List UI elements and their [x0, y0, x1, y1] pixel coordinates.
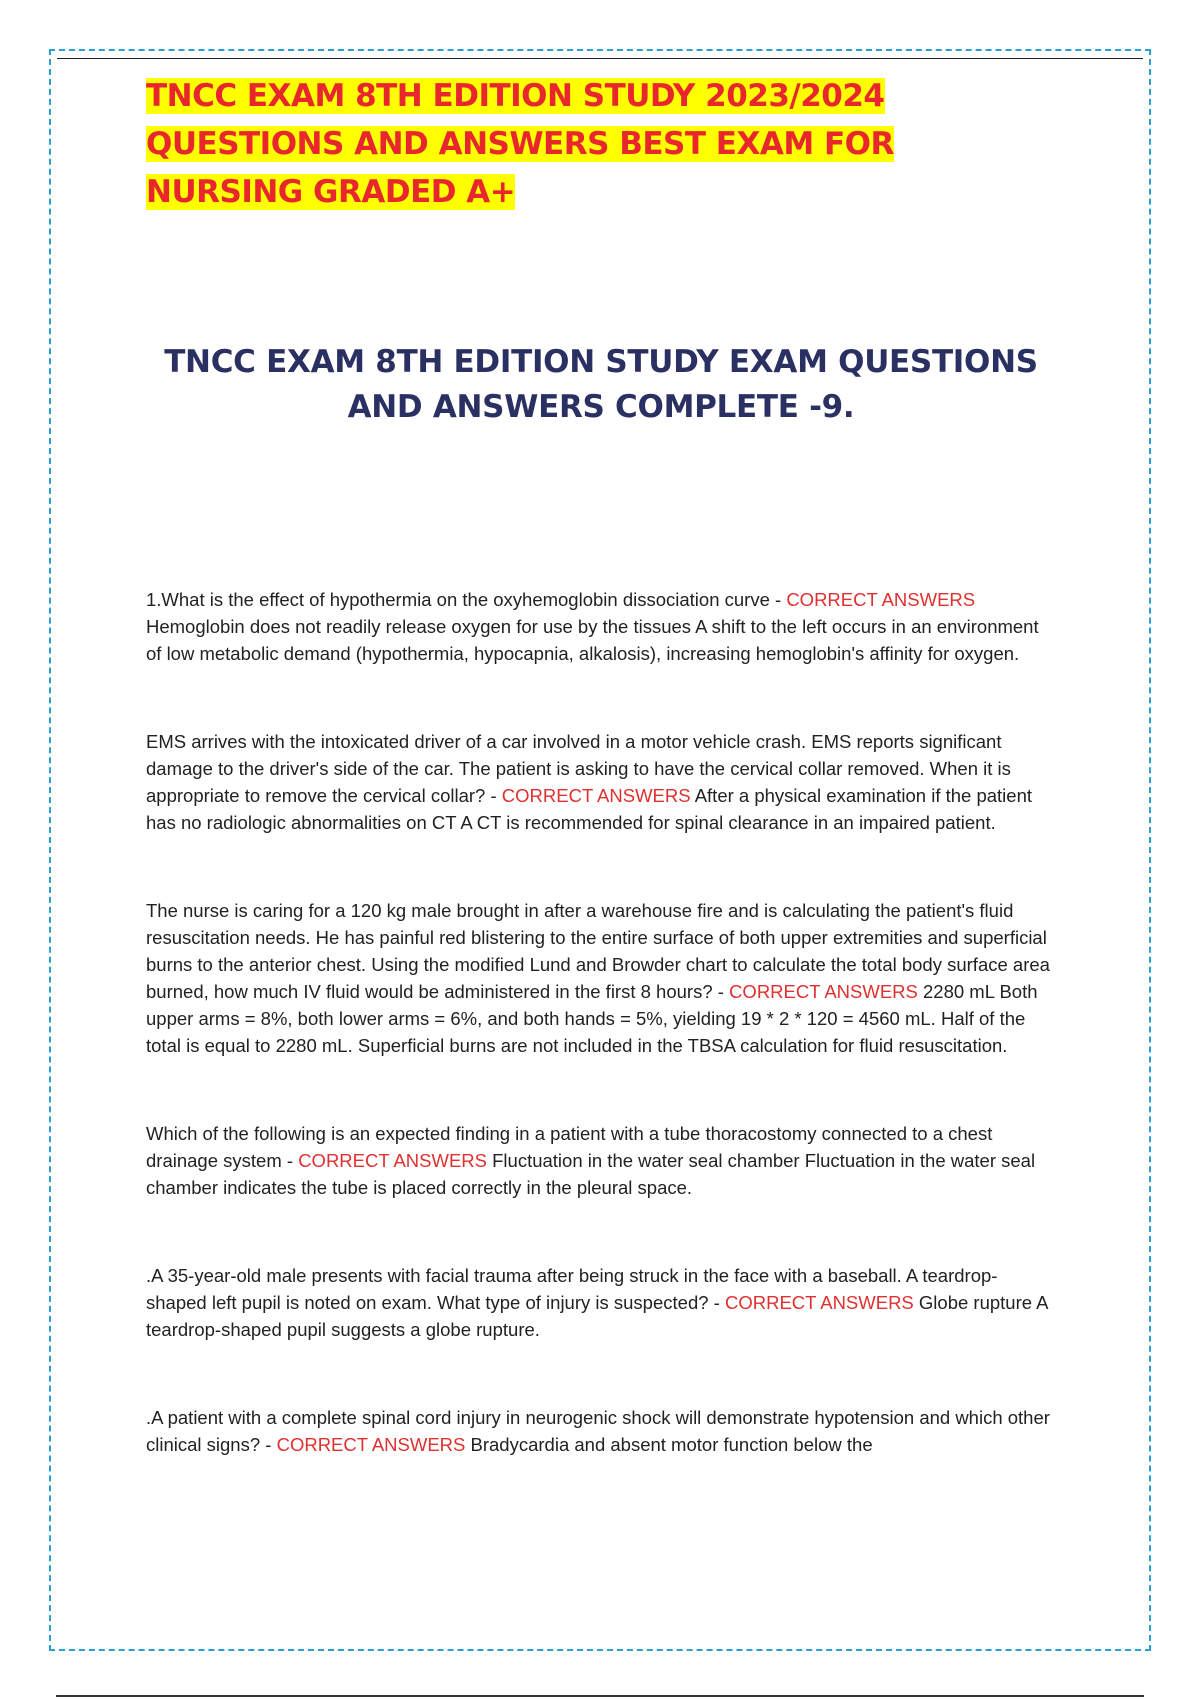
- top-rule: [57, 58, 1143, 59]
- qa-item: [146, 586, 1056, 667]
- answer-text: Fluctuation in the water seal chamber Fluctuation in the water seal chamber indicates the tube is placed correctly in the pleural space.: [146, 1150, 1036, 1198]
- answer-text: After a physical examination if the patient has no radiologic abnormalities on CT A CT is recommended for spinal clearance in an impaired patient.: [146, 785, 1032, 833]
- qa-item: [146, 897, 1056, 1059]
- question-text: .A 35-year-old male presents with facial trauma after being struck in the face with a baseball. A teardrop-shaped left pupil is noted on exam. What type of injury is suspected? -: [146, 1265, 998, 1313]
- bottom-rule: [56, 1695, 1144, 1697]
- question-text: Which of the following is an expected finding in a patient with a tube thoracostomy connected to a chest drainage system -: [146, 1123, 993, 1171]
- correct-answers-label: CORRECT ANSWERS: [729, 981, 918, 1002]
- correct-answers-label: CORRECT ANSWERS: [786, 589, 976, 610]
- qa-item: [146, 728, 1056, 836]
- question-text: EMS arrives with the intoxicated driver of a car involved in a motor vehicle crash. EMS reports significant damage to the driver's side of the car. The patient is asking to have the cervical collar removed. When it is appropriate to remove the cervical collar? -: [146, 731, 1011, 806]
- question-text: .A patient with a complete spinal cord injury in neurogenic shock will demonstrate hypotension and which other clinical signs? -: [146, 1407, 1050, 1455]
- qa-item: [146, 1262, 1056, 1343]
- answer-text: Globe rupture A teardrop-shaped pupil suggests a globe rupture.: [146, 1292, 1048, 1340]
- answer-text: Hemoglobin does not readily release oxygen for use by the tissues A shift to the left occurs in an environment of low metabolic demand (hypothermia, hypocapnia, alkalosis), increasing hemoglobin's affinity for oxygen.: [146, 616, 1039, 664]
- qa-item: [146, 1404, 1056, 1458]
- correct-answers-label: CORRECT ANSWERS: [298, 1150, 487, 1171]
- answer-text: Bradycardia and absent motor function below the: [465, 1434, 873, 1455]
- main-title: TNCC EXAM 8TH EDITION STUDY 2023/2024 QUESTIONS AND ANSWERS BEST EXAM FOR NURSING GRADED A+: [146, 78, 894, 210]
- correct-answers-label: CORRECT ANSWERS: [276, 1434, 466, 1455]
- sub-title: TNCC EXAM 8TH EDITION STUDY EXAM QUESTIONS AND ANSWERS COMPLETE -9.: [164, 344, 1038, 425]
- question-text: The nurse is caring for a 120 kg male brought in after a warehouse fire and is calculating the patient's fluid resuscitation needs. He has painful red blistering to the entire surface of both upper extremities and superficial burns to the anterior chest. Using the modified Lund and Browder chart to calculate the total body surface area burned, how much IV fluid would be administered in the first 8 hours? -: [146, 900, 1050, 1002]
- document-body: [146, 72, 1056, 1519]
- qa-item: [146, 1120, 1056, 1201]
- question-text: 1.What is the effect of hypothermia on the oxyhemoglobin dissociation curve -: [146, 589, 787, 610]
- qa-list: [146, 586, 1056, 1458]
- answer-text: 2280 mL Both upper arms = 8%, both lower arms = 6%, and both hands = 5%, yielding 19 * 2 * 120 = 4560 mL. Half of the total is equal to 2280 mL. Superficial burns are not included in the TBSA calculation for fluid resuscitation.: [146, 981, 1038, 1056]
- correct-answers-label: CORRECT ANSWERS: [724, 1292, 914, 1313]
- correct-answers-label: CORRECT ANSWERS: [501, 785, 691, 806]
